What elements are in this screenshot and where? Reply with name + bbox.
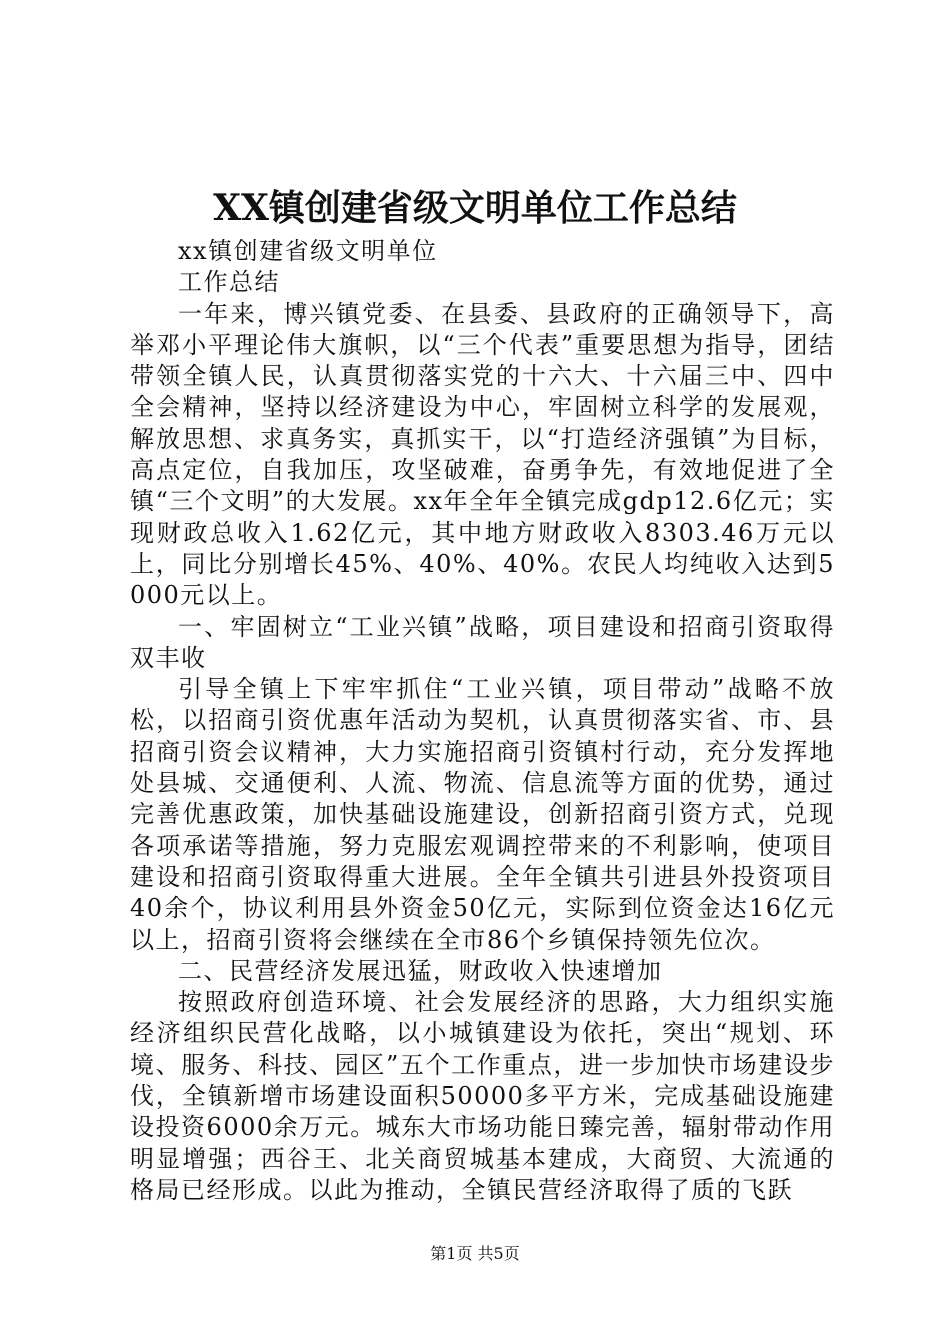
section-heading-1: 一、牢固树立“工业兴镇”战略，项目建设和招商引资取得双丰收 <box>130 612 835 672</box>
intro-paragraph: 一年来，博兴镇党委、在县委、县政府的正确领导下，高举邓小平理论伟大旗帜，以“三个代表”重要思想为指导，团结带领全镇人民，认真贯彻落实党的十六大、十六届三中、四中全会精神，坚持以经济建设为中心，牢固树立科学的发展观，解放思想、求真务实，真抓实干，以“打造经济强镇”为目标，高点定位，自我加压，攻坚破难，奋勇争先，有效地促进了全镇“三个文明”的大发展。xx年全年全镇完成gdp12.6亿元；实现财政总收入1.62亿元，其中地方财政收入8303.46万元以上，同比分别增长45%、40%、40%。农民人均纯收入达到5000元以上。 <box>130 299 835 610</box>
section-heading-2: 二、民营经济发展迅猛，财政收入快速增加 <box>178 956 663 985</box>
subtitle-line-2: 工作总结 <box>178 268 280 297</box>
subtitle-line-1: xx镇创建省级文明单位 <box>178 237 438 265</box>
page-footer: 第1页 共5页 <box>430 1244 520 1263</box>
section-paragraph-2: 按照政府创造环境、社会发展经济的思路，大力组织实施经济组织民营化战略，以小城镇建设为依托，突出“规划、环境、服务、科技、园区”五个工作重点，进一步加快市场建设步伐，全镇新增市场建设面积50000多平方米，完成基础设施建设投资6000余万元。城东大市场功能日臻完善，辐射带动作用明显增强；西谷王、北关商贸城基本建成，大商贸、大流通的格局已经形成。以此为推动，全镇民营经济取得了质的飞跃 <box>130 988 835 1204</box>
document-title: XX镇创建省级文明单位工作总结 <box>213 187 737 229</box>
section-paragraph-1: 引导全镇上下牢牢抓住“工业兴镇，项目带动”战略不放松，以招商引资优惠年活动为契机，认真贯彻落实省、市、县招商引资会议精神，大力实施招商引资镇村行动，充分发挥地处县城、交通便利、人流、物流、信息流等方面的优势，通过完善优惠政策，加快基础设施建设，创新招商引资方式，兑现各项承诺等措施，努力克服宏观调控带来的不利影响，使项目建设和招商引资取得重大进展。全年全镇共引进县外投资项目40余个，协议利用县外资金50亿元，实际到位资金达16亿元以上，招商引资将会继续在全市86个乡镇保持领先位次。 <box>130 675 835 954</box>
document-body <box>130 236 835 1206</box>
